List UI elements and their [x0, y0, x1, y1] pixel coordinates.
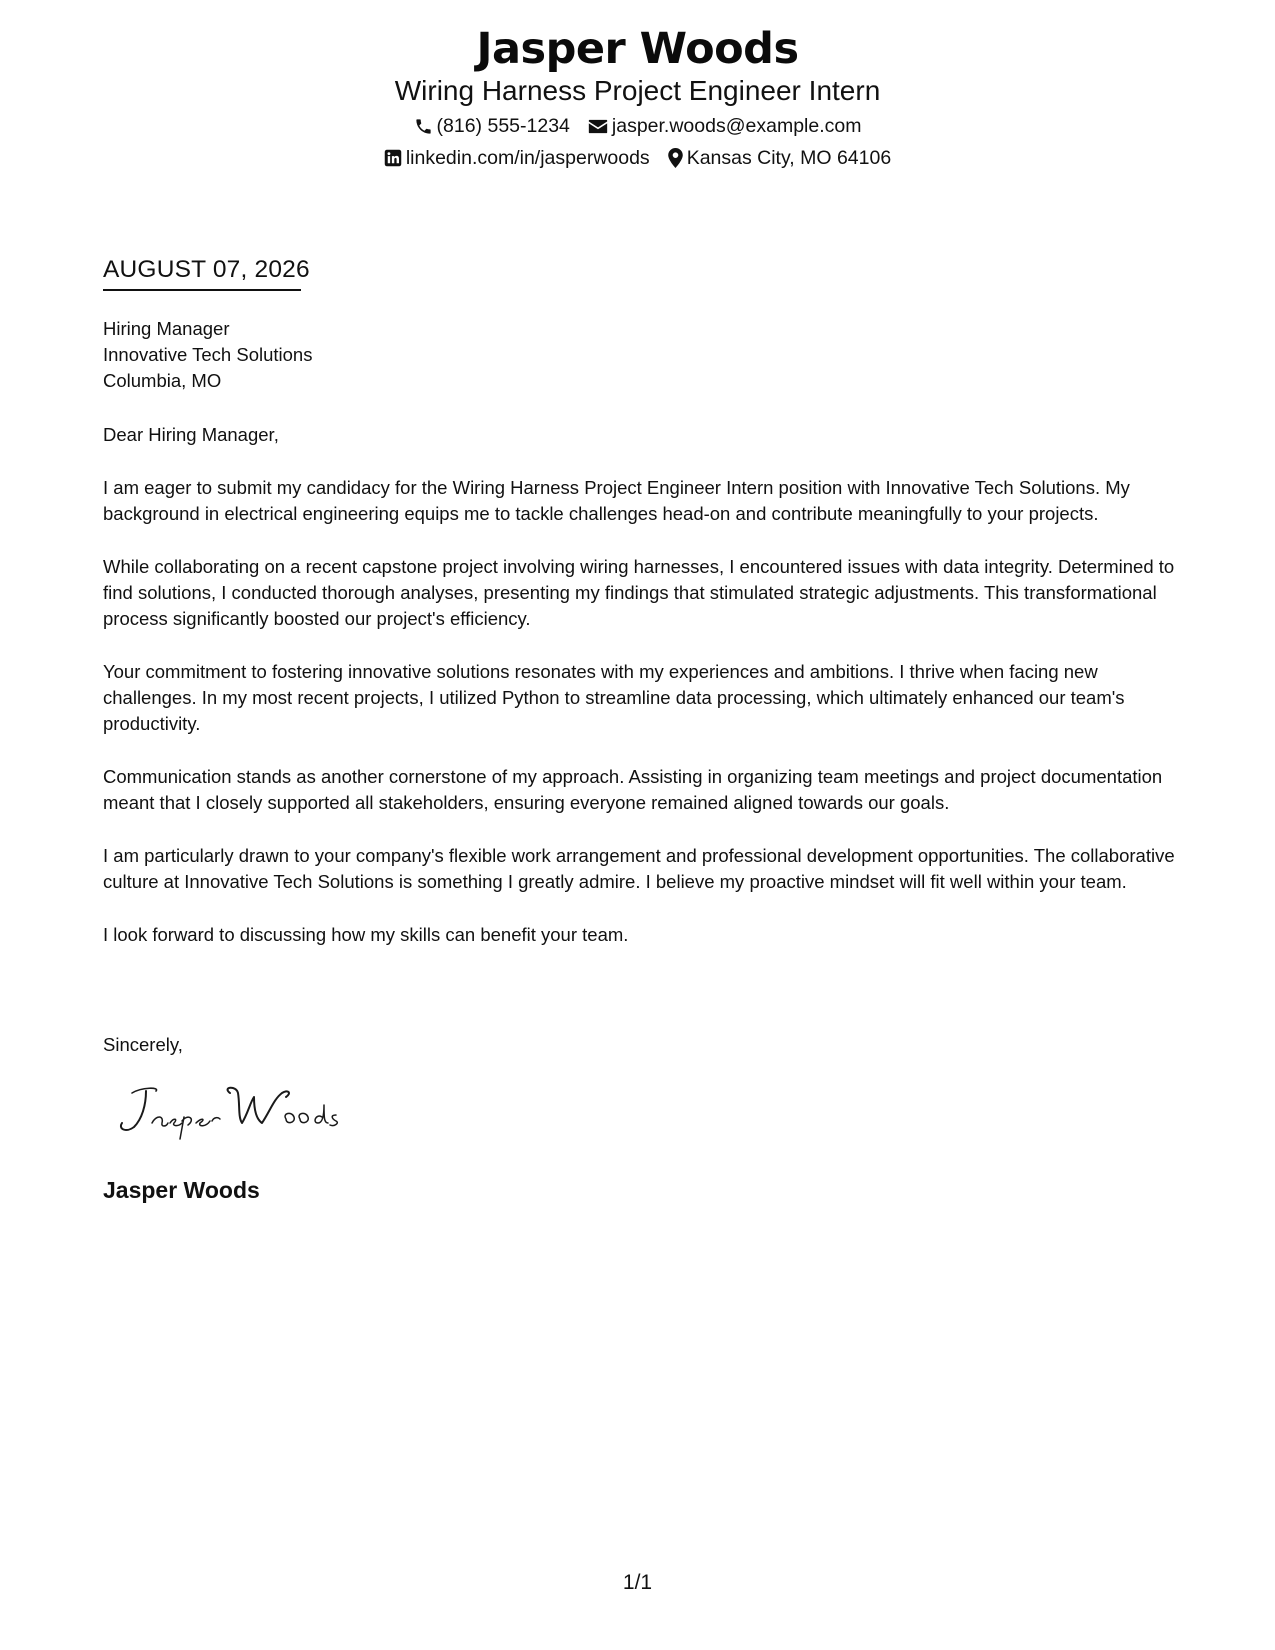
- date-underline: [103, 289, 301, 291]
- signed-name: Jasper Woods: [103, 1177, 260, 1203]
- letter-body: [103, 422, 1178, 975]
- location-text: Kansas City, MO 64106: [686, 147, 892, 169]
- phone-number: (816) 555-1234: [436, 115, 570, 137]
- linkedin-url: linkedin.com/in/jasperwoods: [405, 147, 650, 169]
- recipient-company: Innovative Tech Solutions: [103, 344, 313, 365]
- job-title: Wiring Harness Project Engineer Intern: [394, 75, 881, 106]
- contact-location: [668, 146, 891, 170]
- contact-phone: [414, 114, 570, 138]
- letter-header: [0, 22, 1275, 170]
- body-paragraph: Communication stands as another cornerstone of my approach. Assisting in organizing team meetings and project documentation meant that I closely supported all stakeholders, ensuring everyone remained aligned towards our goals.: [103, 766, 1163, 813]
- contact-email: [588, 114, 862, 138]
- recipient-block: [103, 316, 312, 394]
- contact-linkedin: [384, 146, 650, 170]
- email-address: jasper.woods@example.com: [611, 115, 862, 137]
- recipient-location: Columbia, MO: [103, 370, 222, 391]
- body-paragraph: While collaborating on a recent capstone project involving wiring harnesses, I encountered issues with data integrity. Determined to find solutions, I conducted thorough analyses, presenting my findings that stimulated strategic adjustments. This transformational process significantly boosted our project's efficiency.: [103, 556, 1175, 629]
- salutation: Dear Hiring Manager,: [103, 424, 279, 445]
- letter-date: [103, 255, 310, 291]
- body-paragraph: I am eager to submit my candidacy for the Wiring Harness Project Engineer Intern position with Innovative Tech Solutions. My background in electrical engineering equips me to tackle challenges head-on and contribute meaningfully to your projects.: [103, 477, 1130, 524]
- applicant-name: Jasper Woods: [476, 24, 799, 74]
- handwritten-signature: [112, 1083, 352, 1143]
- contact-line-secondary: [0, 146, 1275, 170]
- map-pin-icon: [668, 148, 683, 168]
- linkedin-icon: [384, 149, 402, 167]
- body-paragraph: I am particularly drawn to your company's flexible work arrangement and professional development opportunities. The collaborative culture at Innovative Tech Solutions is something I greatly admire. I believe my proactive mindset will fit well within your team.: [103, 845, 1175, 892]
- envelope-icon: [588, 118, 608, 135]
- contact-line-primary: [0, 114, 1275, 138]
- body-paragraph: Your commitment to fostering innovative solutions resonates with my experiences and ambitions. I thrive when facing new challenges. In my most recent projects, I utilized Python to streamline data processing, which ultimately enhanced our team's productivity.: [103, 661, 1125, 734]
- date-text: AUGUST 07, 2026: [103, 256, 310, 283]
- phone-icon: [414, 117, 433, 136]
- recipient-title: Hiring Manager: [103, 318, 230, 339]
- closing: Sincerely,: [103, 1034, 183, 1055]
- body-paragraph: I look forward to discussing how my skills can benefit your team.: [103, 924, 629, 945]
- page-number: 1/1: [622, 1571, 653, 1594]
